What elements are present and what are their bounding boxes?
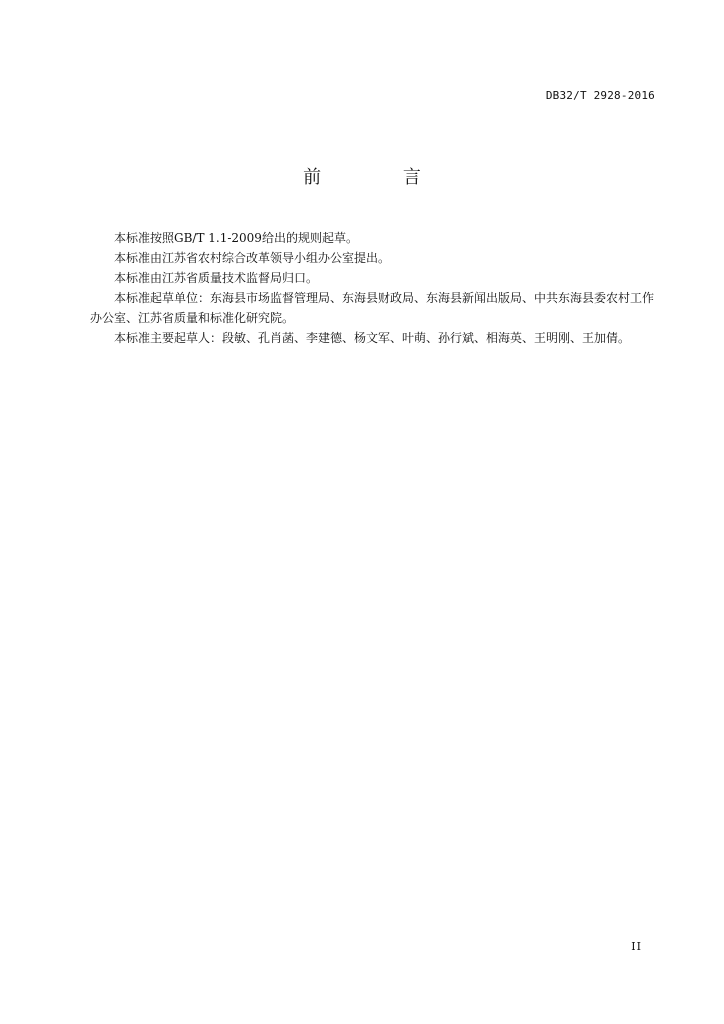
page-title: 前 言 [303, 167, 459, 188]
foreword-body [90, 228, 662, 348]
paragraph-drafting-rules: 本标准按照GB/T 1.1-2009给出的规则起草。 [114, 231, 358, 245]
paragraph-proposer: 本标准由江苏省农村综合改革领导小组办公室提出。 [114, 251, 391, 265]
paragraph-drafters: 本标准主要起草人：段敏、孔肖菡、李建德、杨文军、叶萌、孙行斌、相海英、王明刚、王加倩。 [114, 331, 631, 345]
page-number: II [631, 940, 642, 953]
paragraph-administrator: 本标准由江苏省质量技术监督局归口。 [114, 271, 319, 285]
document-number: DB32/T 2928-2016 [545, 89, 655, 102]
paragraph-drafting-units: 本标准起草单位：东海县市场监督管理局、东海县财政局、东海县新闻出版局、中共东海县委农村工作办公室、江苏省质量和标准化研究院。 [90, 291, 655, 325]
